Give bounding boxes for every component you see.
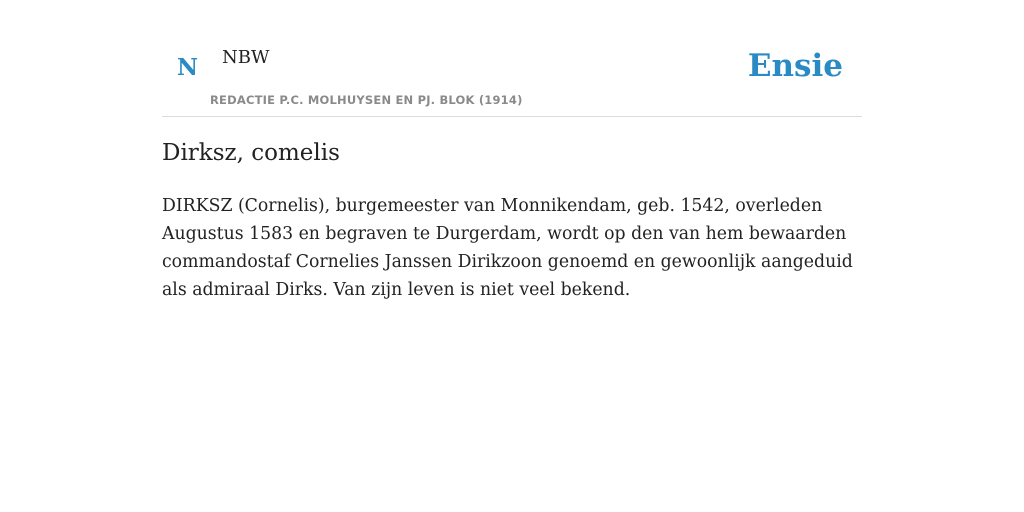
article-title: Dirksz, comelis — [162, 140, 340, 166]
source-name-link[interactable]: NBW — [222, 47, 270, 68]
source-header — [162, 0, 862, 117]
ensie-brand-logo[interactable]: Ensie — [747, 48, 843, 84]
source-logo[interactable]: N — [177, 54, 199, 81]
article-body: DIRKSZ (Cornelis), burgemeester van Monnikendam, geb. 1542, overleden Augustus 1583 en begraven te Durgerdam, wordt op den van hem bewaarden commandostaf Cornelies Janssen Dirikzoon genoemd en gewoonlijk aangeduid als admiraal Dirks. Van zijn leven is niet veel bekend. — [162, 196, 853, 300]
source-editors: REDACTIE P.C. MOLHUYSEN EN PJ. BLOK (1914) — [210, 93, 523, 107]
